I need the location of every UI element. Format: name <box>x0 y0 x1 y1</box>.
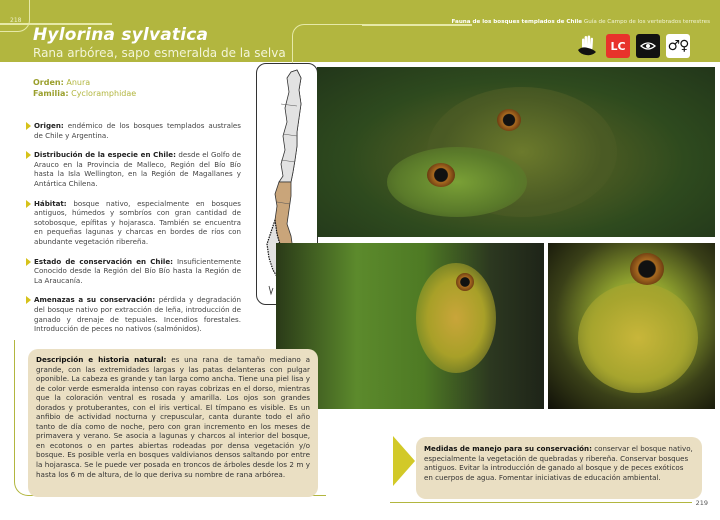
fact-text: pérdida y degradación del bosque nativo por extracción de leña, introducción de ganado y drenaje de tepuales. Incendios forestales. Introducción de peces no nativos (salmónidos). <box>34 295 241 334</box>
frog-shape <box>387 147 527 217</box>
species-facts <box>25 121 241 344</box>
fact-text: desde el Golfo de Arauco en la Provincia de Malleco, Región del Bío Bío hasta la Isla Wellington, en la Región de Magallanes y Antártica Chilena. <box>34 150 241 188</box>
taxonomy <box>33 77 136 99</box>
photo-frog-closeup <box>548 243 715 409</box>
frog-eye <box>456 273 474 291</box>
fact-label: Hábitat: <box>34 198 67 208</box>
scientific-name: Hylorina sylvatica <box>33 25 209 45</box>
orden-label: Orden: <box>33 78 64 87</box>
frog-eye <box>630 253 664 285</box>
fact-amenazas <box>25 295 241 333</box>
frog-eye <box>427 163 455 187</box>
book-title-subtitle: Guía de Campo de los vertebrados terrestres <box>583 19 710 25</box>
familia-value: Cycloramphidae <box>71 89 137 98</box>
male-female-icon: ♂♀ <box>666 34 690 58</box>
photo-frogs-amplexus <box>317 67 715 237</box>
book-title-bold: Fauna de los bosques templados de Chile <box>451 19 583 25</box>
fact-distribucion <box>25 150 241 188</box>
description-box <box>28 349 318 497</box>
page-number-left: 218 <box>10 17 22 24</box>
arrow-icon <box>393 436 415 486</box>
frog-eye <box>497 109 521 131</box>
familia-label: Familia: <box>33 89 69 98</box>
book-title <box>452 19 710 25</box>
frog-shape <box>578 283 698 393</box>
fact-text: Insuficientemente Conocido desde la Región del Bío Bío hasta la Región de La Araucanía. <box>34 256 241 285</box>
description-label: Descripción e historia natural: <box>36 355 167 364</box>
bullet-arrow-icon <box>26 151 31 159</box>
eye-icon <box>636 34 660 58</box>
bullet-arrow-icon <box>26 296 31 304</box>
fact-label: Estado de conservación en Chile: <box>34 256 173 266</box>
familia-row <box>33 88 136 99</box>
management-label: Medidas de manejo para su conservación: <box>424 444 592 453</box>
decorative-curve <box>292 24 362 64</box>
management-box <box>416 437 702 499</box>
species-icons <box>576 34 690 58</box>
fact-label: Amenazas a su conservación: <box>34 295 156 305</box>
fact-origen <box>25 121 241 140</box>
hand-icon <box>576 34 600 58</box>
orden-row <box>33 77 136 88</box>
fact-estado-conservacion <box>25 257 241 286</box>
page-number-right: 219 <box>695 499 708 507</box>
conservation-status-lc-icon: LC <box>606 34 630 58</box>
fact-text: bosque nativo, especialmente en bosques antiguos, húmedos y sombríos con gran cantidad de sotobosque, epífitas y hojarasca. También se encuentra en pequeñas lagunas y charcas en bordes de ríos con abundante vegetación ribereña. <box>34 198 241 246</box>
management-text: conservar el bosque nativo, especialmente la vegetación de quebradas y ribereña. Conservar bosques antiguos. Evitar la introducción de ganado al bosque y de peces exóticos en cuerpos de agua. Fomentar iniciativas de educación ambiental. <box>424 444 693 482</box>
fact-text: endémico de los bosques templados australes de Chile y Argentina. <box>34 121 241 140</box>
bullet-arrow-icon <box>26 200 31 208</box>
bullet-arrow-icon <box>26 258 31 266</box>
page-header <box>0 0 720 62</box>
description-text: es una rana de tamaño mediano a grande, con las extremidades largas y las patas delanteras con pulgar oponible. La cabeza es grande y tan larga como ancha. Tiene una piel lisa y de color verde esmeralda intenso con rayas cobrizas en el dorso, mientras que la coloración ventral es rosada y amarilla. Los ojos son grandes dorados y protuberantes, con el iris vertical. El tímpano es visible. Es un anfibio de actividad nocturna y crepuscular, canta durante todo el año tanto de día como de noche, pero con gran incremento en los meses de primavera y verano. Se asocia a lagunas y charcos al interior del bosque, en ecotonos o en partes abiertas rodeadas por densa vegetación y/o bosque. Es posible verla en bosques valdivianos densos saltando por entre la hojarasca. Se le puede ver posada en troncos de árboles desde los 2 m y hasta los 6 m de altura, de lo que deriva su nombre de rana arbórea. <box>36 355 310 479</box>
fact-label: Origen: <box>34 121 64 130</box>
common-name: Rana arbórea, sapo esmeralda de la selva <box>33 46 286 60</box>
bullet-arrow-icon <box>26 122 31 130</box>
footer-divider <box>390 502 692 503</box>
fact-habitat <box>25 199 241 247</box>
decorative-curve <box>0 0 30 32</box>
orden-value: Anura <box>66 78 91 87</box>
fact-label: Distribución de la especie en Chile: <box>34 150 176 160</box>
